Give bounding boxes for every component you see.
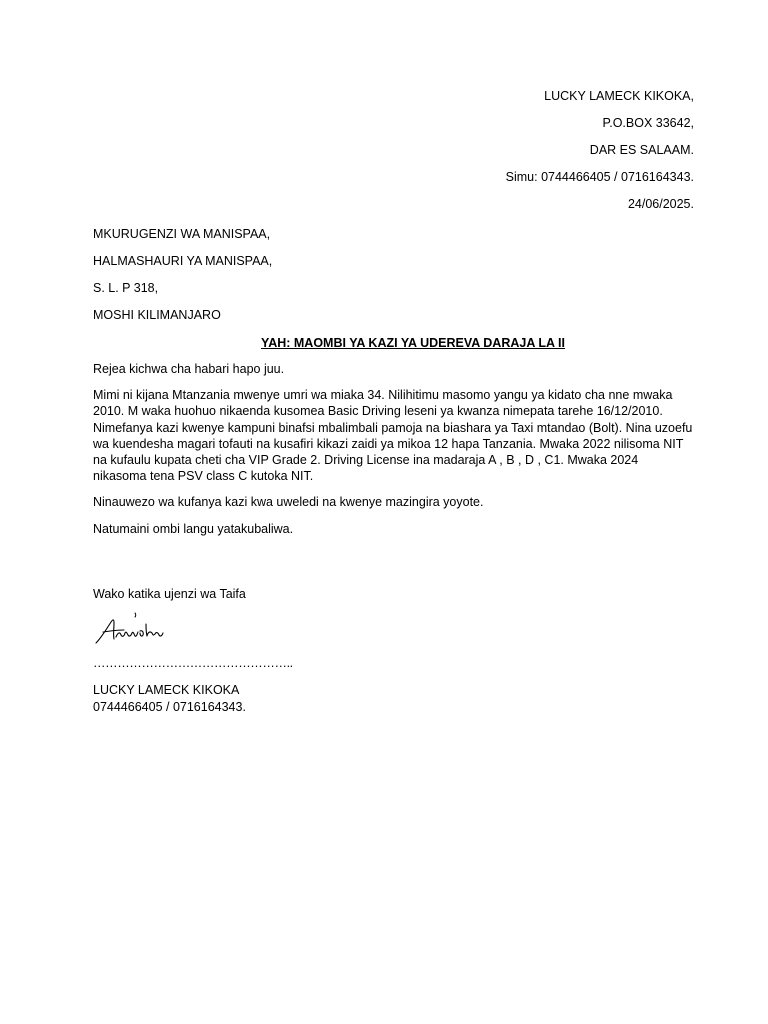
recipient-city: MOSHI KILIMANJARO [93, 308, 221, 322]
handwritten-signature [93, 610, 175, 648]
sender-address-block [506, 88, 694, 223]
sender-name: LUCKY LAMECK KIKOKA, [544, 89, 694, 103]
subject-text: YAH: MAOMBI YA KAZI YA UDEREVA DARAJA LA II [261, 336, 565, 350]
signoff-block [93, 682, 246, 715]
body-paragraph-background: Mimi ni kijana Mtanzania mwenye umri wa miaka 34. Nilihitimu masomo yangu ya kidato cha nne mwaka 2010. M waka huohuo nikaenda kusomea Basic Driving leseni ya kwanza nimepata tarehe 16/12/2010. Nimefanya kazi kwenye kampuni binafsi mbalimbali pamoja na biashara ya Taxi mtandao (Bolt). Nina uzoefu wa kuendesha magari tofauti na kusafiri kikazi zaidi ya mikoa 12 hapa Tanzania. Mwaka 2022 nilisoma NIT na kufaulu kupata cheti cha VIP Grade 2. Driving License ina madaraja A , B , D , C1. Mwaka 2024 nikasoma tena PSV class C kutoka NIT. [93, 388, 693, 484]
recipient-address-block [93, 226, 272, 334]
signoff-name: LUCKY LAMECK KIKOKA [93, 683, 240, 697]
recipient-po-box: S. L. P 318, [93, 281, 159, 295]
letter-body [93, 361, 693, 547]
letter-date: 24/06/2025. [627, 197, 694, 211]
signature-line: ………………………………………….. [93, 656, 293, 670]
recipient-title: MKURUGENZI WA MANISPAA, [93, 227, 271, 241]
body-paragraph-reference: Rejea kichwa cha habari hapo juu. [93, 362, 285, 376]
subject-line [0, 335, 768, 351]
sender-city: DAR ES SALAAM. [589, 143, 694, 157]
body-paragraph-hope: Natumaini ombi langu yatakubaliwa. [93, 521, 294, 536]
closing-salutation: Wako katika ujenzi wa Taifa [93, 587, 246, 601]
body-paragraph-ability: Ninauwezo wa kufanya kazi kwa uweledi na kwenye mazingira yoyote. [93, 495, 484, 510]
sender-po-box: P.O.BOX 33642, [602, 116, 694, 130]
signoff-phone: 0744466405 / 0716164343. [93, 699, 246, 714]
sender-phone: Simu: 0744466405 / 0716164343. [505, 170, 694, 184]
recipient-organization: HALMASHAURI YA MANISPAA, [93, 254, 273, 268]
